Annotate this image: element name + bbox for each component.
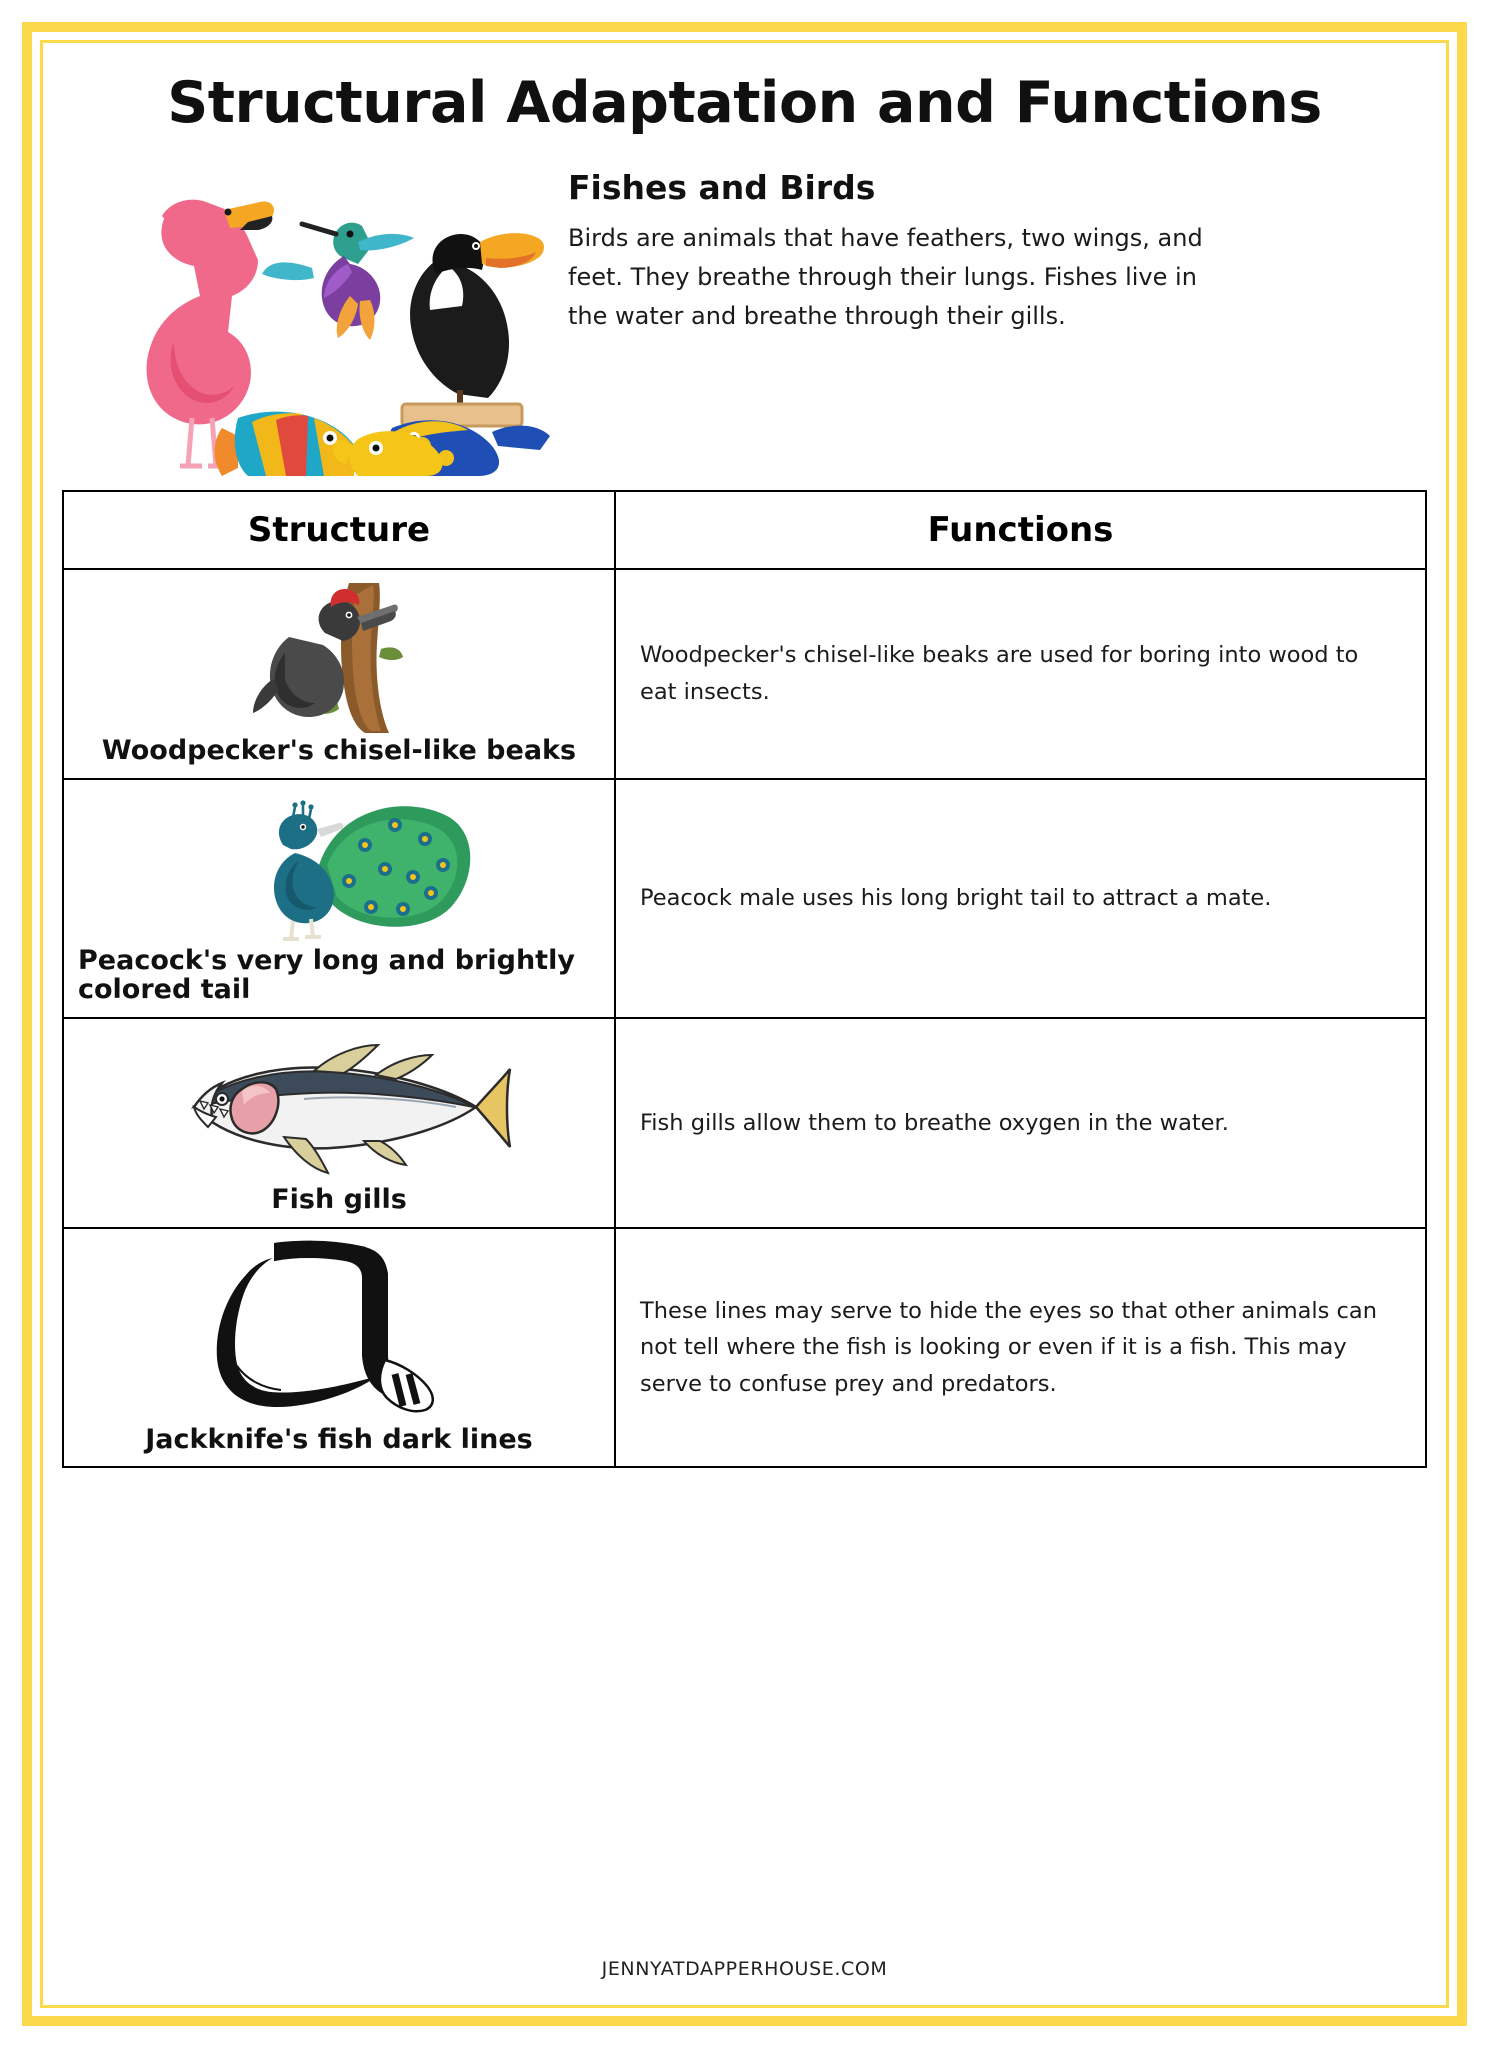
function-cell: Fish gills allow them to breathe oxygen in the water. xyxy=(615,1018,1426,1228)
table-header-row xyxy=(63,491,1426,569)
woodpecker-icon xyxy=(229,575,449,735)
structure-label: Fish gills xyxy=(271,1184,407,1216)
table-row xyxy=(63,1018,1426,1228)
jackknife-fish-icon xyxy=(189,1234,489,1424)
intro-text-block xyxy=(562,146,1427,336)
woodpecker-illustration xyxy=(72,580,606,730)
column-header-structure: Structure xyxy=(63,491,615,569)
intro-paragraph: Birds are animals that have feathers, two wings, and feet. They breathe through their lungs. Fishes live in the water and breathe through their gills. xyxy=(568,224,1203,330)
structure-label: Woodpecker's chisel-like beaks xyxy=(101,735,577,766)
function-cell: Woodpecker's chisel-like beaks are used for boring into wood to eat insects. xyxy=(615,569,1426,779)
page-title: Structural Adaptation and Functions xyxy=(167,70,1322,136)
structure-functions-table xyxy=(62,490,1427,1468)
structure-cell-jackknife xyxy=(63,1228,615,1468)
table-row xyxy=(63,779,1426,1018)
table-row xyxy=(63,569,1426,779)
structure-label: Peacock's very long and brightly colored tail xyxy=(78,944,575,1006)
column-header-functions: Functions xyxy=(615,491,1426,569)
structure-cell-fish-gills xyxy=(63,1018,615,1228)
tuna-illustration xyxy=(72,1029,606,1179)
structure-label: Jackknife's fish dark lines xyxy=(145,1423,533,1455)
tuna-fish-icon xyxy=(164,1029,514,1179)
structure-cell-peacock xyxy=(63,779,615,1018)
intro-section xyxy=(62,146,1427,476)
intro-illustration xyxy=(62,146,562,476)
structure-cell-woodpecker xyxy=(63,569,615,779)
function-cell: Peacock male uses his long bright tail to attract a mate. xyxy=(615,779,1426,1018)
hummingbird-icon xyxy=(262,223,414,340)
toucan-icon xyxy=(402,233,544,426)
peacock-illustration xyxy=(72,790,606,940)
peacock-icon xyxy=(199,785,479,945)
function-cell: These lines may serve to hide the eyes so that other animals can not tell where the fish is looking or even if it is a fish. This may serve to confuse prey and predators. xyxy=(615,1228,1426,1468)
footer-credit: JENNYATDAPPERHOUSE.COM xyxy=(601,1958,888,1980)
table-row xyxy=(63,1228,1426,1468)
worksheet-content xyxy=(62,58,1427,1986)
jackknife-illustration xyxy=(72,1239,606,1419)
birds-and-fishes-art xyxy=(62,146,562,476)
intro-heading: Fishes and Birds xyxy=(568,168,876,207)
